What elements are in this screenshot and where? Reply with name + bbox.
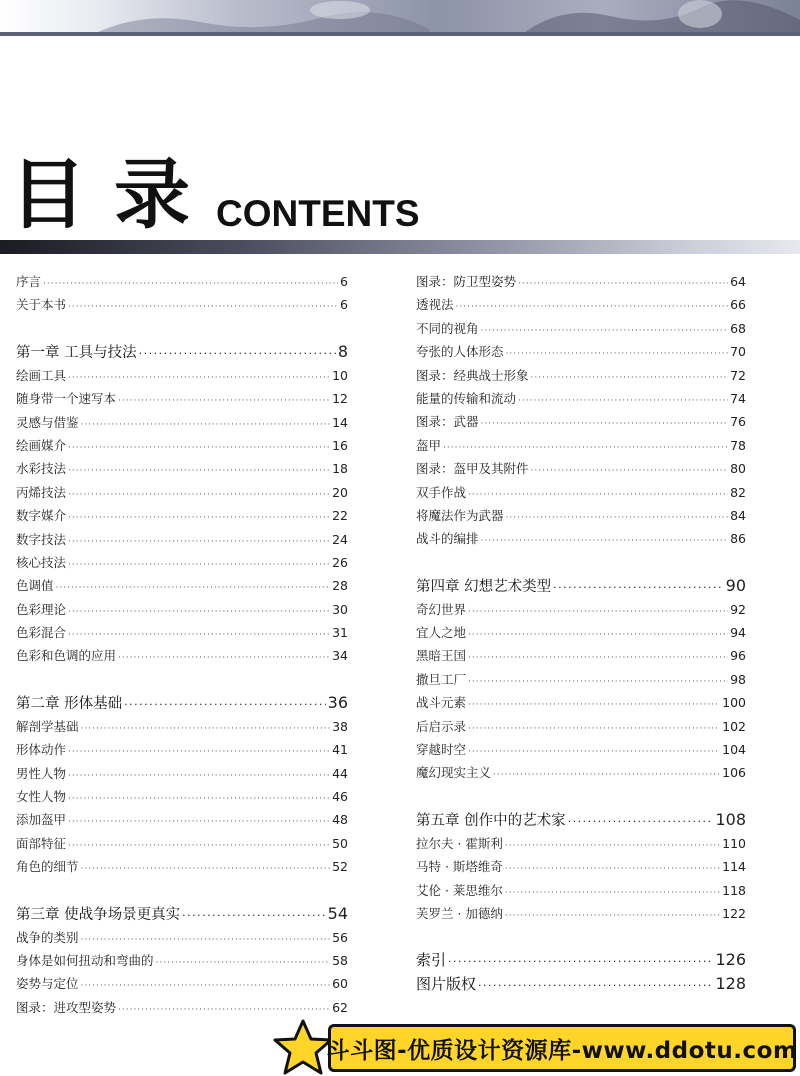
toc-entry-page-number: 54	[327, 903, 348, 923]
toc-entry	[16, 295, 348, 318]
toc-entry	[16, 810, 348, 833]
toc-entry	[16, 506, 348, 529]
toc-entry-page-number: 72	[730, 367, 746, 383]
toc-entry	[16, 366, 348, 389]
toc-entry	[16, 834, 348, 857]
toc-entry-title: 核心技法	[16, 554, 67, 570]
toc-entry-page-number: 6	[340, 297, 348, 313]
toc-entry-title: 穿越时空	[416, 742, 467, 758]
dot-leader	[481, 419, 729, 429]
toc-entry	[416, 646, 746, 669]
dot-leader	[68, 443, 330, 453]
dot-leader	[139, 347, 336, 360]
toc-chapter-heading	[416, 809, 746, 834]
section-spacer	[16, 670, 348, 692]
toc-entry-title: 后启示录	[416, 718, 467, 734]
toc-entry-page-number: 76	[730, 414, 746, 430]
toc-entry-page-number: 34	[332, 648, 348, 664]
toc-entry	[416, 670, 746, 693]
dot-leader	[506, 513, 729, 523]
dot-leader	[468, 700, 720, 710]
toc-entry-title: 关于本书	[16, 297, 67, 313]
toc-entry	[416, 600, 746, 623]
toc-entry-page-number: 46	[332, 789, 348, 805]
toc-entry	[16, 436, 348, 459]
toc-entry	[416, 973, 746, 996]
toc-entry-page-number: 70	[730, 344, 746, 360]
dot-leader	[468, 490, 728, 500]
dot-leader	[68, 771, 330, 781]
toc-entry	[416, 459, 746, 482]
toc-entry	[16, 530, 348, 553]
toc-entry-title: 女性人物	[16, 789, 67, 805]
toc-entry-page-number: 56	[332, 929, 348, 945]
toc-entry-page-number: 12	[332, 391, 348, 407]
toc-entry	[416, 949, 746, 972]
toc-entry-page-number: 96	[730, 648, 746, 664]
dot-leader	[468, 677, 728, 687]
section-spacer	[16, 881, 348, 903]
toc-entry-title: 面部特征	[16, 835, 67, 851]
toc-entry-page-number: 62	[332, 999, 348, 1015]
toc-entry	[416, 389, 746, 412]
dot-leader	[68, 607, 330, 617]
toc-entry	[16, 483, 348, 506]
toc-entry	[416, 529, 746, 552]
toc-entry-title: 战争的类别	[16, 929, 79, 945]
toc-entry	[16, 974, 348, 997]
toc-entry-page-number: 102	[722, 718, 746, 734]
toc-entry-title: 角色的细节	[16, 859, 79, 875]
dot-leader	[43, 279, 338, 289]
dot-leader	[68, 747, 330, 757]
toc-entry-title: 马特 · 斯塔维奇	[416, 859, 503, 875]
toc-entry-title: 第三章 使战争场景更真实	[16, 906, 181, 923]
toc-entry-title: 身体是如何扭动和弯曲的	[16, 952, 154, 968]
dot-leader	[531, 466, 729, 476]
toc-entry-title: 夸张的人体形态	[416, 344, 504, 360]
toc-entry	[16, 413, 348, 436]
toc-entry-title: 形体动作	[16, 742, 67, 758]
toc-entry-page-number: 104	[722, 742, 746, 758]
section-spacer	[416, 927, 746, 949]
toc-entry-title: 解剖学基础	[16, 718, 79, 734]
toc-entry-page-number: 122	[722, 905, 746, 921]
toc-entry-title: 色彩混合	[16, 625, 67, 641]
toc-entry-title: 第一章 工具与技法	[16, 344, 137, 361]
toc-entry	[16, 459, 348, 482]
dot-leader	[182, 909, 326, 922]
toc-entry-title: 灵感与借鉴	[16, 414, 79, 430]
dot-leader	[68, 841, 330, 851]
toc-entry	[416, 366, 746, 389]
toc-entry-page-number: 126	[715, 950, 746, 970]
dot-leader	[68, 630, 330, 640]
toc-entry-page-number: 74	[730, 390, 746, 406]
dot-leader	[568, 815, 714, 828]
toc-entry-page-number: 98	[730, 671, 746, 687]
toc-entry-title: 图录：武器	[416, 414, 479, 430]
toc-entry-title: 色调值	[16, 578, 54, 594]
toc-entry	[416, 272, 746, 295]
toc-entry-page-number: 48	[332, 812, 348, 828]
toc-left-column	[16, 272, 348, 1021]
toc-entry-title: 第二章 形体基础	[16, 695, 123, 712]
section-spacer	[416, 787, 746, 809]
toc-entry-page-number: 80	[730, 461, 746, 477]
toc-entry	[16, 857, 348, 880]
dot-leader	[505, 841, 720, 851]
toc-entry-title: 序言	[16, 274, 42, 289]
toc-entry-page-number: 94	[730, 625, 746, 641]
toc-entry-title: 第四章 幻想艺术类型	[416, 578, 552, 595]
dot-leader	[443, 443, 728, 453]
toc-entry	[416, 693, 746, 716]
toc-entry-page-number: 6	[340, 274, 348, 289]
toc-entry-title: 奇幻世界	[416, 601, 467, 617]
toc-entry	[16, 951, 348, 974]
toc-entry	[416, 740, 746, 763]
toc-entry-page-number: 50	[332, 835, 348, 851]
toc-entry-page-number: 44	[332, 765, 348, 781]
toc-entry	[16, 600, 348, 623]
dot-leader	[81, 420, 331, 430]
toc-entry-title: 透视法	[416, 297, 454, 313]
dot-leader	[68, 560, 330, 570]
toc-entry-page-number: 108	[715, 809, 746, 829]
toc-chapter-heading	[16, 692, 348, 717]
dot-leader	[68, 817, 330, 827]
dot-leader	[118, 653, 330, 663]
dot-leader	[118, 396, 330, 406]
toc-entry-title: 色彩理论	[16, 601, 67, 617]
toc-entry-page-number: 10	[332, 367, 348, 383]
toc-entry-title: 魔幻现实主义	[416, 765, 492, 781]
toc-entry-title: 索引	[416, 951, 447, 970]
toc-entry-page-number: 14	[332, 414, 348, 430]
toc-entry-title: 艾伦 · 莱思维尔	[416, 882, 503, 898]
toc-entry-page-number: 60	[332, 976, 348, 992]
toc-entry-title: 图片版权	[416, 974, 477, 993]
toc-entry-page-number: 118	[722, 882, 746, 898]
dot-leader	[505, 864, 720, 874]
toc-entry-page-number: 86	[730, 531, 746, 547]
dot-leader	[493, 770, 720, 780]
toc-entry-title: 添加盔甲	[16, 812, 67, 828]
section-spacer	[416, 553, 746, 575]
banner-artwork	[0, 0, 800, 36]
toc-entry-title: 能量的传输和流动	[416, 390, 517, 406]
toc-entry-page-number: 114	[722, 859, 746, 875]
toc-entry	[416, 483, 746, 506]
dot-leader	[448, 955, 713, 968]
toc-entry	[416, 717, 746, 740]
dot-leader	[68, 513, 330, 523]
toc-entry	[416, 319, 746, 342]
toc-entry-page-number: 82	[730, 484, 746, 500]
dot-leader	[56, 583, 331, 593]
dot-leader	[156, 958, 331, 968]
toc-entry-page-number: 24	[332, 531, 348, 547]
toc-entry-page-number: 20	[332, 484, 348, 500]
dot-leader	[68, 466, 330, 476]
toc-entry	[416, 412, 746, 435]
toc-entry-page-number: 8	[337, 341, 348, 361]
toc-entry	[16, 717, 348, 740]
dot-leader	[518, 396, 728, 406]
toc-entry	[416, 295, 746, 318]
toc-entry	[16, 787, 348, 810]
toc-entry-title: 图录：盔甲及其附件	[416, 461, 529, 477]
toc-entry-page-number: 38	[332, 718, 348, 734]
dot-leader	[468, 724, 720, 734]
toc-entry-title: 图录：进攻型姿势	[16, 999, 117, 1015]
toc-entry-title: 绘画工具	[16, 367, 67, 383]
dot-leader	[553, 581, 724, 594]
dot-leader	[468, 653, 728, 663]
toc-chapter-heading	[16, 341, 348, 366]
toc-entry-page-number: 22	[332, 508, 348, 524]
heading-english: CONTENTS	[216, 193, 420, 234]
toc-entry	[16, 740, 348, 763]
toc-entry-title: 宜人之地	[416, 625, 467, 641]
toc-entry	[16, 389, 348, 412]
toc-right-column	[416, 272, 746, 996]
toc-entry	[16, 764, 348, 787]
toc-entry-title: 战斗的编排	[416, 531, 479, 547]
watermark-banner	[268, 1018, 800, 1076]
toc-entry-title: 图录：经典战士形象	[416, 367, 529, 383]
toc-entry-page-number: 36	[327, 692, 348, 712]
toc-entry-page-number: 84	[730, 507, 746, 523]
toc-entry	[16, 646, 348, 669]
toc-entry	[416, 436, 746, 459]
toc-entry-page-number: 58	[332, 952, 348, 968]
toc-entry	[416, 342, 746, 365]
toc-entry-title: 芙罗兰 · 加德纳	[416, 905, 503, 921]
dot-leader	[518, 279, 728, 289]
heading-chinese: 目录	[10, 150, 218, 239]
dot-leader	[124, 698, 326, 711]
toc-entry	[416, 834, 746, 857]
section-spacer	[16, 319, 348, 341]
toc-entry-page-number: 90	[725, 575, 746, 595]
toc-entry-title: 盔甲	[416, 437, 442, 453]
toc-entry-title: 战斗元素	[416, 695, 467, 711]
toc-entry	[16, 272, 348, 295]
toc-entry-page-number: 110	[722, 835, 746, 851]
toc-entry-title: 随身带一个速写本	[16, 391, 117, 407]
toc-entry-page-number: 106	[722, 765, 746, 781]
toc-entry	[16, 553, 348, 576]
toc-entry-page-number: 30	[332, 601, 348, 617]
toc-entry	[16, 623, 348, 646]
toc-entry	[416, 857, 746, 880]
dot-leader	[81, 935, 331, 945]
toc-entry-page-number: 128	[715, 973, 746, 993]
heading-underline	[0, 240, 800, 254]
toc-entry	[416, 506, 746, 529]
toc-entry-page-number: 41	[332, 742, 348, 758]
toc-entry-title: 拉尔夫 · 霍斯利	[416, 835, 503, 851]
dot-leader	[81, 724, 331, 734]
dot-leader	[505, 888, 720, 898]
toc-entry-title: 将魔法作为武器	[416, 507, 504, 523]
toc-entry-title: 丙烯技法	[16, 484, 67, 500]
toc-entry-title: 撒旦工厂	[416, 671, 467, 687]
header-artwork-banner	[0, 0, 800, 36]
dot-leader	[468, 747, 720, 757]
dot-leader	[68, 490, 330, 500]
toc-entry-title: 绘画媒介	[16, 437, 67, 453]
toc-entry	[16, 928, 348, 951]
watermark-text: 斗斗图-优质设计资源库-www.ddotu.com	[326, 1037, 798, 1064]
toc-entry-page-number: 28	[332, 578, 348, 594]
toc-entry-page-number: 92	[730, 601, 746, 617]
toc-entry-title: 双手作战	[416, 484, 467, 500]
dot-leader	[481, 326, 729, 336]
toc-entry	[416, 881, 746, 904]
dot-leader	[505, 911, 720, 921]
dot-leader	[468, 630, 728, 640]
dot-leader	[468, 607, 728, 617]
dot-leader	[481, 536, 729, 546]
toc-entry-page-number: 100	[722, 695, 746, 711]
toc-entry-title: 黑暗王国	[416, 648, 467, 664]
dot-leader	[81, 981, 331, 991]
dot-leader	[68, 302, 338, 312]
watermark-box	[328, 1024, 796, 1072]
dot-leader	[506, 349, 729, 359]
toc-entry	[416, 904, 746, 927]
dot-leader	[68, 794, 330, 804]
toc-entry-title: 姿势与定位	[16, 976, 79, 992]
toc-entry	[416, 623, 746, 646]
toc-chapter-heading	[416, 575, 746, 600]
toc-entry-page-number: 18	[332, 461, 348, 477]
toc-entry-page-number: 26	[332, 554, 348, 570]
toc-entry-title: 数字媒介	[16, 508, 67, 524]
dot-leader	[68, 373, 330, 383]
dot-leader	[118, 1005, 330, 1015]
toc-entry-title: 数字技法	[16, 531, 67, 547]
toc-entry-page-number: 78	[730, 437, 746, 453]
dot-leader	[81, 864, 331, 874]
toc-entry-title: 色彩和色调的应用	[16, 648, 117, 664]
toc-entry-page-number: 31	[332, 625, 348, 641]
toc-entry-page-number: 52	[332, 859, 348, 875]
toc-entry-page-number: 16	[332, 437, 348, 453]
toc-entry-title: 图录：防卫型姿势	[416, 274, 517, 289]
toc-entry-page-number: 68	[730, 320, 746, 336]
toc-entry-title: 水彩技法	[16, 461, 67, 477]
toc-entry-title: 第五章 创作中的艺术家	[416, 812, 566, 829]
toc-entry-title: 不同的视角	[416, 320, 479, 336]
toc-entry-page-number: 64	[730, 274, 746, 289]
toc-entry	[416, 763, 746, 786]
dot-leader	[478, 979, 713, 992]
toc-entry-page-number: 66	[730, 297, 746, 313]
dot-leader	[68, 537, 330, 547]
dot-leader	[456, 302, 729, 312]
toc-entry	[16, 576, 348, 599]
dot-leader	[531, 373, 729, 383]
toc-entry-title: 男性人物	[16, 765, 67, 781]
toc-chapter-heading	[16, 903, 348, 928]
